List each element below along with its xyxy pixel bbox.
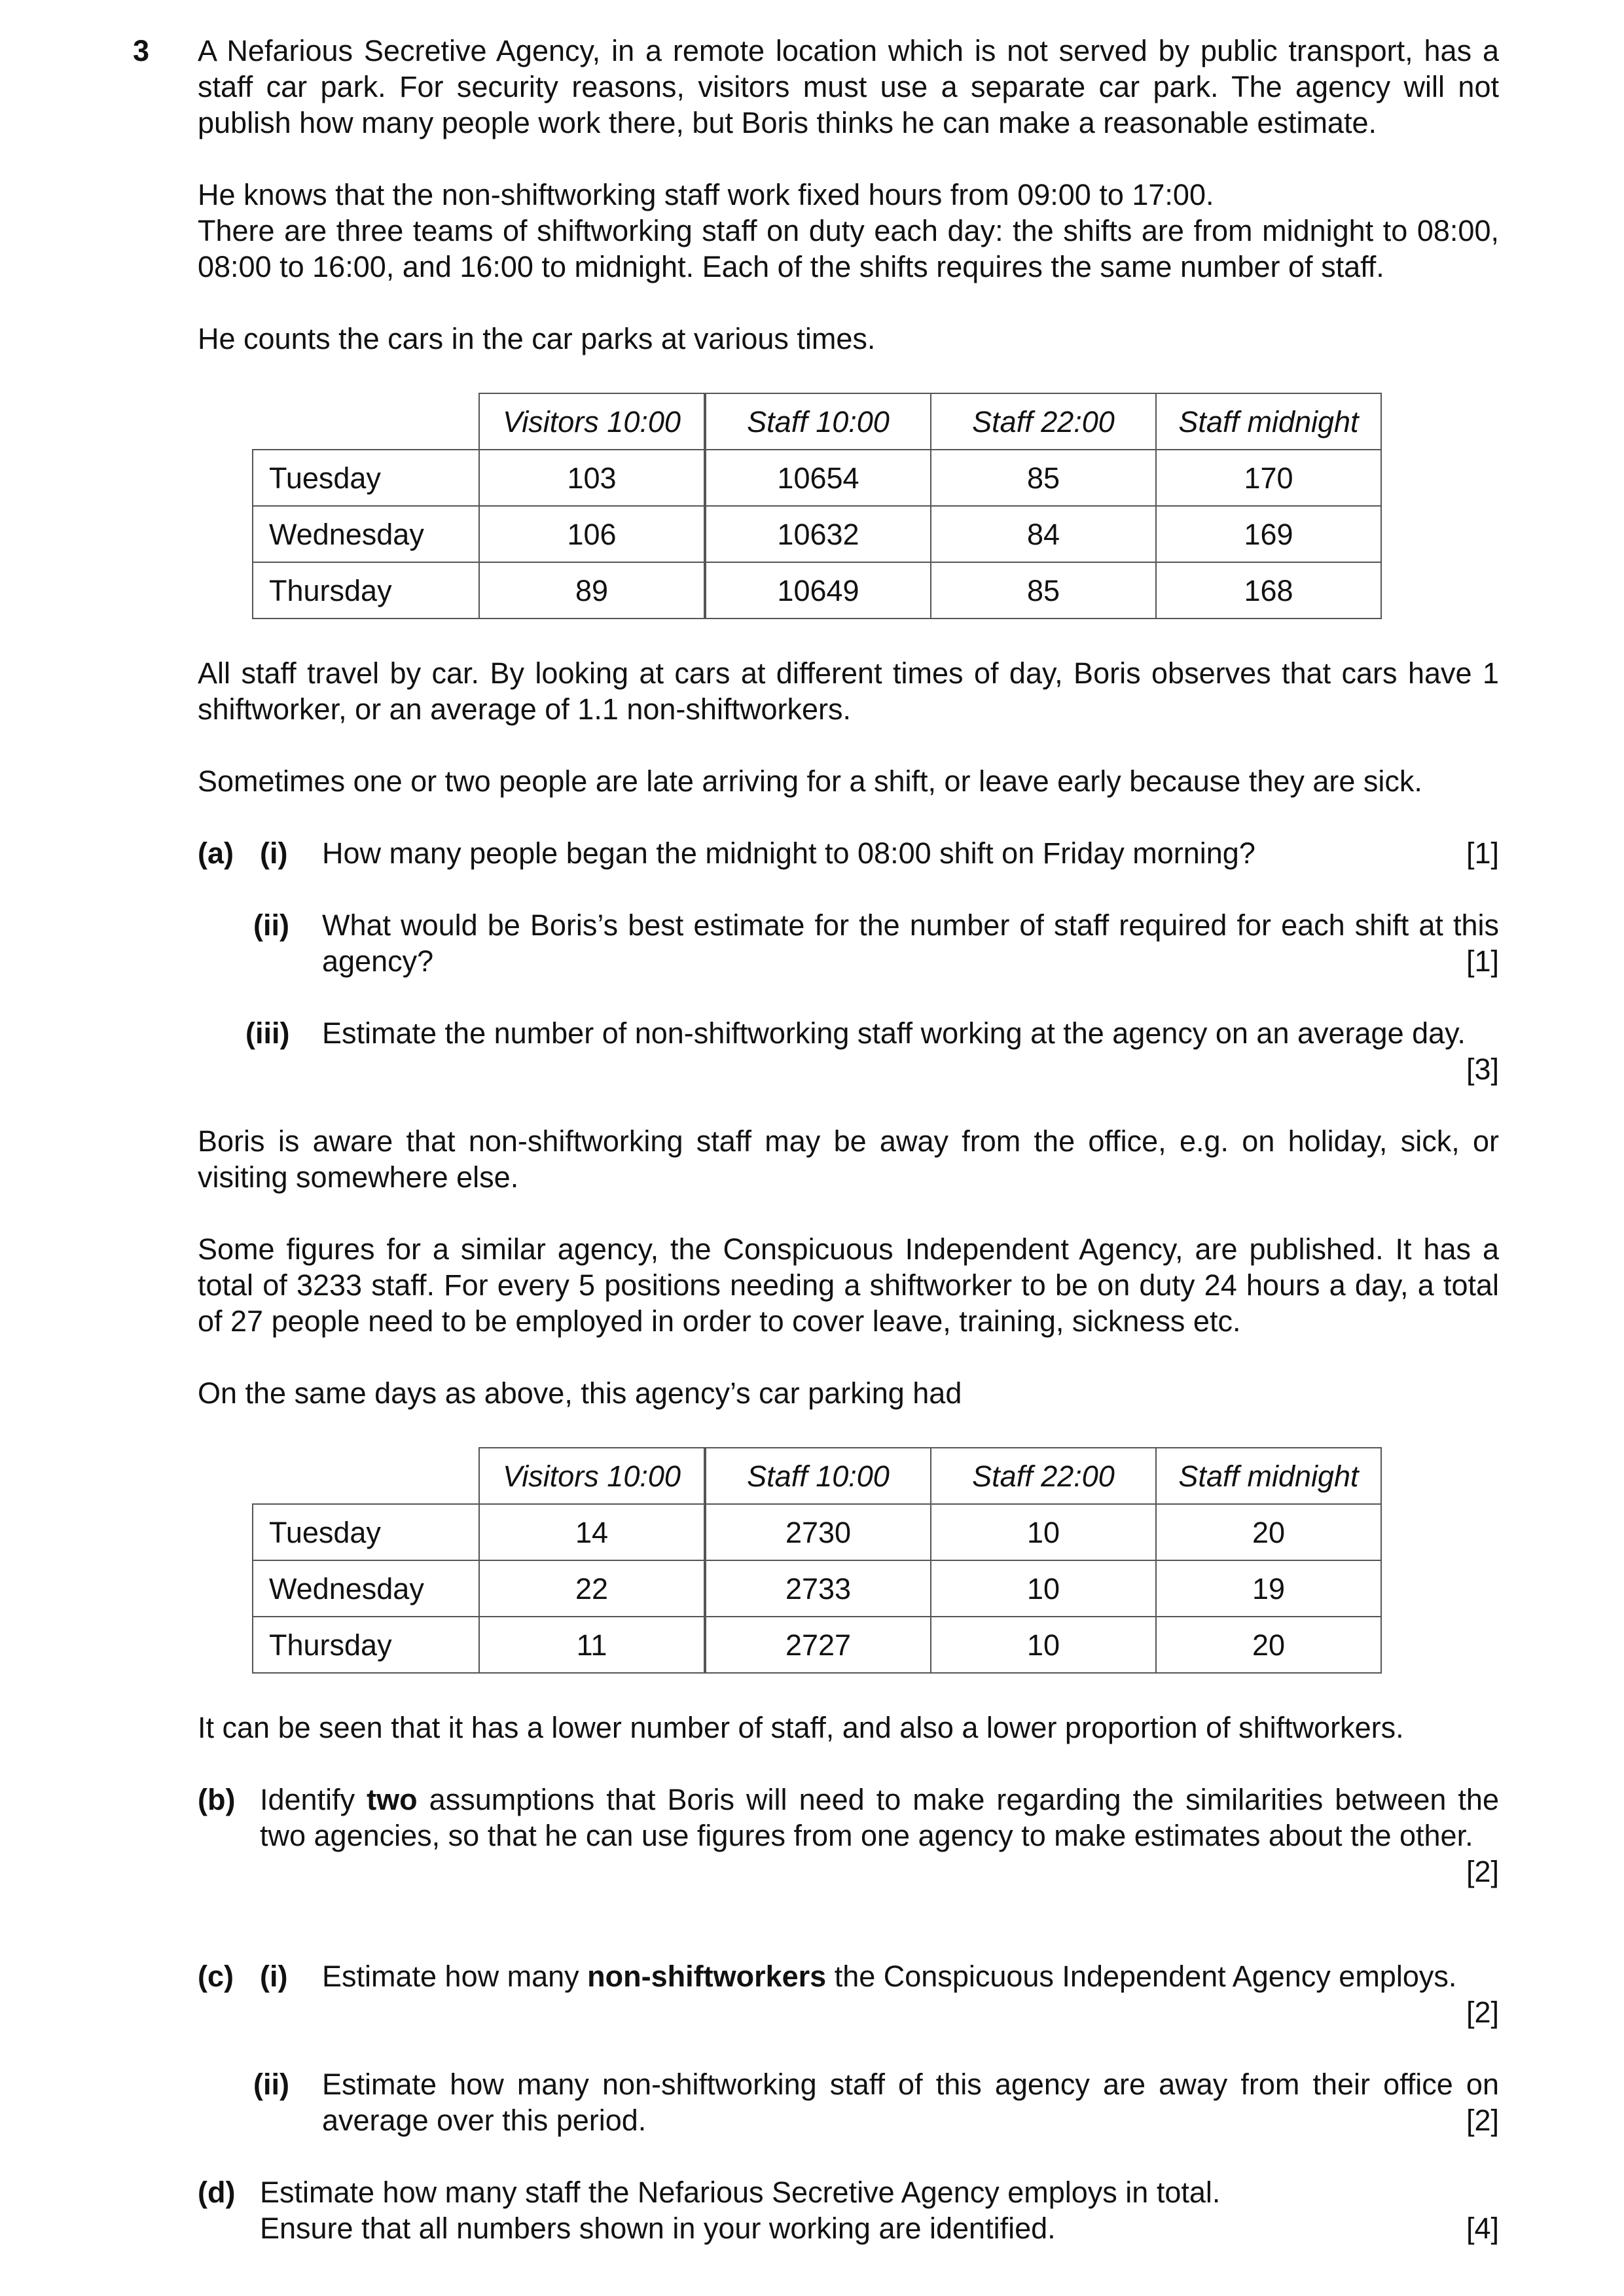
- table-cell: 2733: [705, 1560, 931, 1617]
- marks-a-i: [1]: [1466, 836, 1499, 870]
- table-row-label: Thursday: [253, 1617, 479, 1673]
- question-c-ii: [198, 2066, 1499, 2138]
- table-row: [253, 1617, 1381, 1673]
- question-d: [198, 2174, 1499, 2246]
- subpart-label-i: (i): [260, 836, 288, 870]
- question-b: [198, 1782, 1499, 1890]
- table-cell: 10632: [705, 506, 931, 562]
- table-header-cell: Staff 10:00: [705, 393, 931, 450]
- question-b-text-bold: two: [367, 1783, 418, 1816]
- table-header-row: [253, 393, 1381, 450]
- intro-paragraph-3: He counts the cars in the car parks at various times.: [198, 322, 876, 355]
- question-a-iii-text: Estimate the number of non-shiftworking staff working at the agency on an average day.: [322, 1016, 1466, 1050]
- table-row-label: Tuesday: [253, 1504, 479, 1560]
- table-cell: 10: [931, 1504, 1156, 1560]
- table-header-row: [253, 1448, 1381, 1504]
- table-header-cell: Staff 10:00: [705, 1448, 931, 1504]
- question-c-i-text-bold: non-shiftworkers: [587, 1960, 827, 1993]
- marks-d: [4]: [1466, 2212, 1499, 2245]
- marks-c-ii: [2]: [1466, 2104, 1499, 2137]
- question-b-text-pre: Identify: [260, 1783, 367, 1816]
- car-count-table-nsa: [252, 393, 1382, 619]
- table-cell: 85: [931, 450, 1156, 506]
- marks-a-iii: [3]: [1466, 1052, 1499, 1086]
- table-row: [253, 1504, 1381, 1560]
- table-cell: 84: [931, 506, 1156, 562]
- intro-paragraph-2a: He knows that the non-shiftworking staff work fixed hours from 09:00 to 17:00.: [198, 178, 1214, 211]
- question-c-ii-text: Estimate how many non-shiftworking staff of this agency are away from their office on average over this period.: [322, 2068, 1499, 2137]
- question-b-text: [260, 1782, 1499, 1854]
- table-cell: 2730: [705, 1504, 931, 1560]
- question-c-i-text-pre: Estimate how many: [322, 1960, 588, 1993]
- subpart-label-iii: (iii): [245, 1016, 290, 1050]
- part-label-a: (a): [198, 836, 234, 870]
- table-cell: 10: [931, 1560, 1156, 1617]
- question-a-i-text: How many people began the midnight to 08:00 shift on Friday morning?: [322, 836, 1255, 870]
- table-corner: [253, 393, 479, 450]
- question-a-ii: [198, 907, 1499, 979]
- table-cell: 106: [479, 506, 705, 562]
- table-row: [253, 506, 1381, 562]
- intro-paragraph-1: A Nefarious Secretive Agency, in a remote location which is not served by public transport, has a staff car park. For security reasons, visitors must use a separate car park. The agency will not publish how many people work there, but Boris thinks he can make a reasonable estimate.: [198, 34, 1499, 139]
- table-cell: 2727: [705, 1617, 931, 1673]
- table-cell: 10: [931, 1617, 1156, 1673]
- table-cell: 168: [1156, 562, 1381, 619]
- question-c-i-text: [322, 1958, 1499, 1994]
- question-b-text-post: assumptions that Boris will need to make regarding the similarities between the two agencies, so that he can use figures from one agency to make estimates about the other.: [260, 1783, 1499, 1852]
- question-c-i: [198, 1958, 1499, 2030]
- question-number: 3: [133, 34, 150, 67]
- subpart-label-ii: (ii): [253, 908, 289, 942]
- subpart-label-ii: (ii): [253, 2068, 289, 2101]
- part-label-b: (b): [198, 1783, 236, 1816]
- table-row-label: Wednesday: [253, 1560, 479, 1617]
- question-content: [198, 33, 1499, 2246]
- table-cell: 169: [1156, 506, 1381, 562]
- marks-a-ii: [1]: [1466, 944, 1499, 978]
- table-cell: 22: [479, 1560, 705, 1617]
- question-a-ii-text: What would be Boris’s best estimate for the number of staff required for each shift at this agency?: [322, 908, 1499, 978]
- table-cell: 14: [479, 1504, 705, 1560]
- table-corner: [253, 1448, 479, 1504]
- table-row-label: Wednesday: [253, 506, 479, 562]
- table-row-label: Tuesday: [253, 450, 479, 506]
- table-header-cell: Staff midnight: [1156, 393, 1381, 450]
- table-row-label: Thursday: [253, 562, 479, 619]
- car-count-table-cia: [252, 1447, 1382, 1674]
- question-d-line-2: Ensure that all numbers shown in your working are identified.: [260, 2212, 1056, 2245]
- similar-agency-paragraph: Some figures for a similar agency, the Conspicuous Independent Agency, are published. It has a total of 3233 staff. For every 5 positions needing a shiftworker to be on duty 24 hours a day, a total of 27 people need to be employed in order to cover leave, training, sickness etc.: [198, 1232, 1499, 1338]
- observation-paragraph: All staff travel by car. By looking at cars at different times of day, Boris observes that cars have 1 shiftworker, or an average of 1.1 non-shiftworkers.: [198, 656, 1499, 726]
- question-d-line-1: Estimate how many staff the Nefarious Secretive Agency employs in total.: [260, 2176, 1221, 2209]
- table-header-cell: Staff midnight: [1156, 1448, 1381, 1504]
- question-a-i: [198, 835, 1499, 871]
- table-header-cell: Staff 22:00: [931, 393, 1156, 450]
- table-cell: 20: [1156, 1504, 1381, 1560]
- comparison-paragraph: It can be seen that it has a lower number of staff, and also a lower proportion of shiftworkers.: [198, 1711, 1404, 1744]
- subpart-label-i: (i): [260, 1960, 288, 1993]
- table-row: [253, 562, 1381, 619]
- table-cell: 10654: [705, 450, 931, 506]
- table-header-cell: Visitors 10:00: [479, 393, 705, 450]
- table-header-cell: Staff 22:00: [931, 1448, 1156, 1504]
- marks-b: [2]: [1466, 1855, 1499, 1888]
- table-cell: 19: [1156, 1560, 1381, 1617]
- table-cell: 89: [479, 562, 705, 619]
- question-c-i-text-post: the Conspicuous Independent Agency employs.: [826, 1960, 1457, 1993]
- part-label-c: (c): [198, 1960, 234, 1993]
- table-cell: 20: [1156, 1617, 1381, 1673]
- marks-c-i: [2]: [1466, 1996, 1499, 2029]
- car-parking-intro: On the same days as above, this agency’s car parking had: [198, 1376, 962, 1410]
- table-row: [253, 1560, 1381, 1617]
- question-a-iii: [198, 1015, 1499, 1087]
- part-label-d: (d): [198, 2176, 236, 2209]
- intro-paragraph-2b: There are three teams of shiftworking staff on duty each day: the shifts are from midnight to 08:00, 08:00 to 16:00, and 16:00 to midnight. Each of the shifts requires the same number of staff.: [198, 214, 1499, 283]
- table-cell: 103: [479, 450, 705, 506]
- table-cell: 11: [479, 1617, 705, 1673]
- table-cell: 170: [1156, 450, 1381, 506]
- table-header-cell: Visitors 10:00: [479, 1448, 705, 1504]
- table-cell: 85: [931, 562, 1156, 619]
- lateness-paragraph: Sometimes one or two people are late arriving for a shift, or leave early because they are sick.: [198, 764, 1422, 798]
- table-row: [253, 450, 1381, 506]
- table-cell: 10649: [705, 562, 931, 619]
- absence-paragraph: Boris is aware that non-shiftworking staff may be away from the office, e.g. on holiday, sick, or visiting somewhere else.: [198, 1124, 1499, 1194]
